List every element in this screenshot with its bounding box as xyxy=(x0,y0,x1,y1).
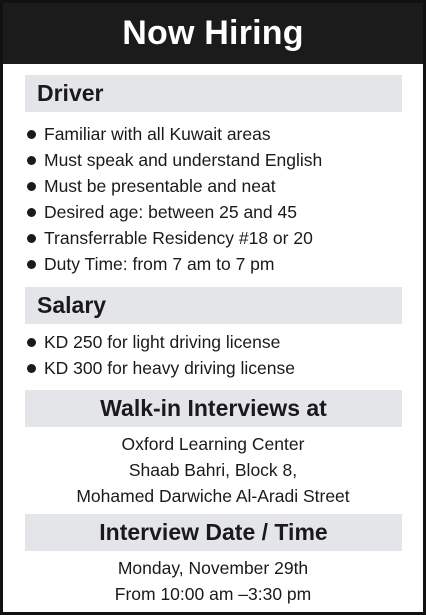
bullet-icon xyxy=(27,260,36,269)
list-item xyxy=(27,199,322,225)
bullet-icon xyxy=(27,234,36,243)
bullet-icon xyxy=(27,208,36,217)
requirement-text: Duty Time: from 7 am to 7 pm xyxy=(44,254,275,274)
requirement-text: Must be presentable and neat xyxy=(44,176,276,196)
requirement-text: Must speak and understand English xyxy=(44,150,323,170)
requirement-text: Familiar with all Kuwait areas xyxy=(44,124,271,144)
salary-text: KD 300 for heavy driving license xyxy=(44,358,295,378)
salary-text: KD 250 for light driving license xyxy=(44,332,281,352)
requirement-text: Desired age: between 25 and 45 xyxy=(44,202,297,222)
address-line: Shaab Bahri, Block 8, xyxy=(128,460,298,480)
address-line: Oxford Learning Center xyxy=(121,434,305,454)
interviews-heading: Walk-in Interviews at xyxy=(25,390,402,427)
bullet-icon xyxy=(27,156,36,165)
driver-requirements-list xyxy=(27,121,322,277)
interview-address xyxy=(6,431,420,509)
list-item xyxy=(27,355,295,381)
list-item xyxy=(27,173,322,199)
list-item xyxy=(27,329,295,355)
bullet-icon xyxy=(27,338,36,347)
driver-heading: Driver xyxy=(25,75,402,112)
list-item xyxy=(27,147,322,173)
bullet-icon xyxy=(27,130,36,139)
requirement-text: Transferrable Residency #18 or 20 xyxy=(44,228,313,248)
salary-list xyxy=(27,329,295,381)
schedule-time: From 10:00 am –3:30 pm xyxy=(114,584,312,604)
list-item xyxy=(27,121,322,147)
page-title: Now Hiring xyxy=(3,3,423,64)
bullet-icon xyxy=(27,364,36,373)
bullet-icon xyxy=(27,182,36,191)
salary-heading: Salary xyxy=(25,287,402,324)
list-item xyxy=(27,225,322,251)
list-item xyxy=(27,251,322,277)
schedule-date: Monday, November 29th xyxy=(117,558,309,578)
address-line: Mohamed Darwiche Al-Aradi Street xyxy=(76,486,350,506)
schedule-heading: Interview Date / Time xyxy=(25,514,402,551)
interview-schedule xyxy=(6,555,420,607)
